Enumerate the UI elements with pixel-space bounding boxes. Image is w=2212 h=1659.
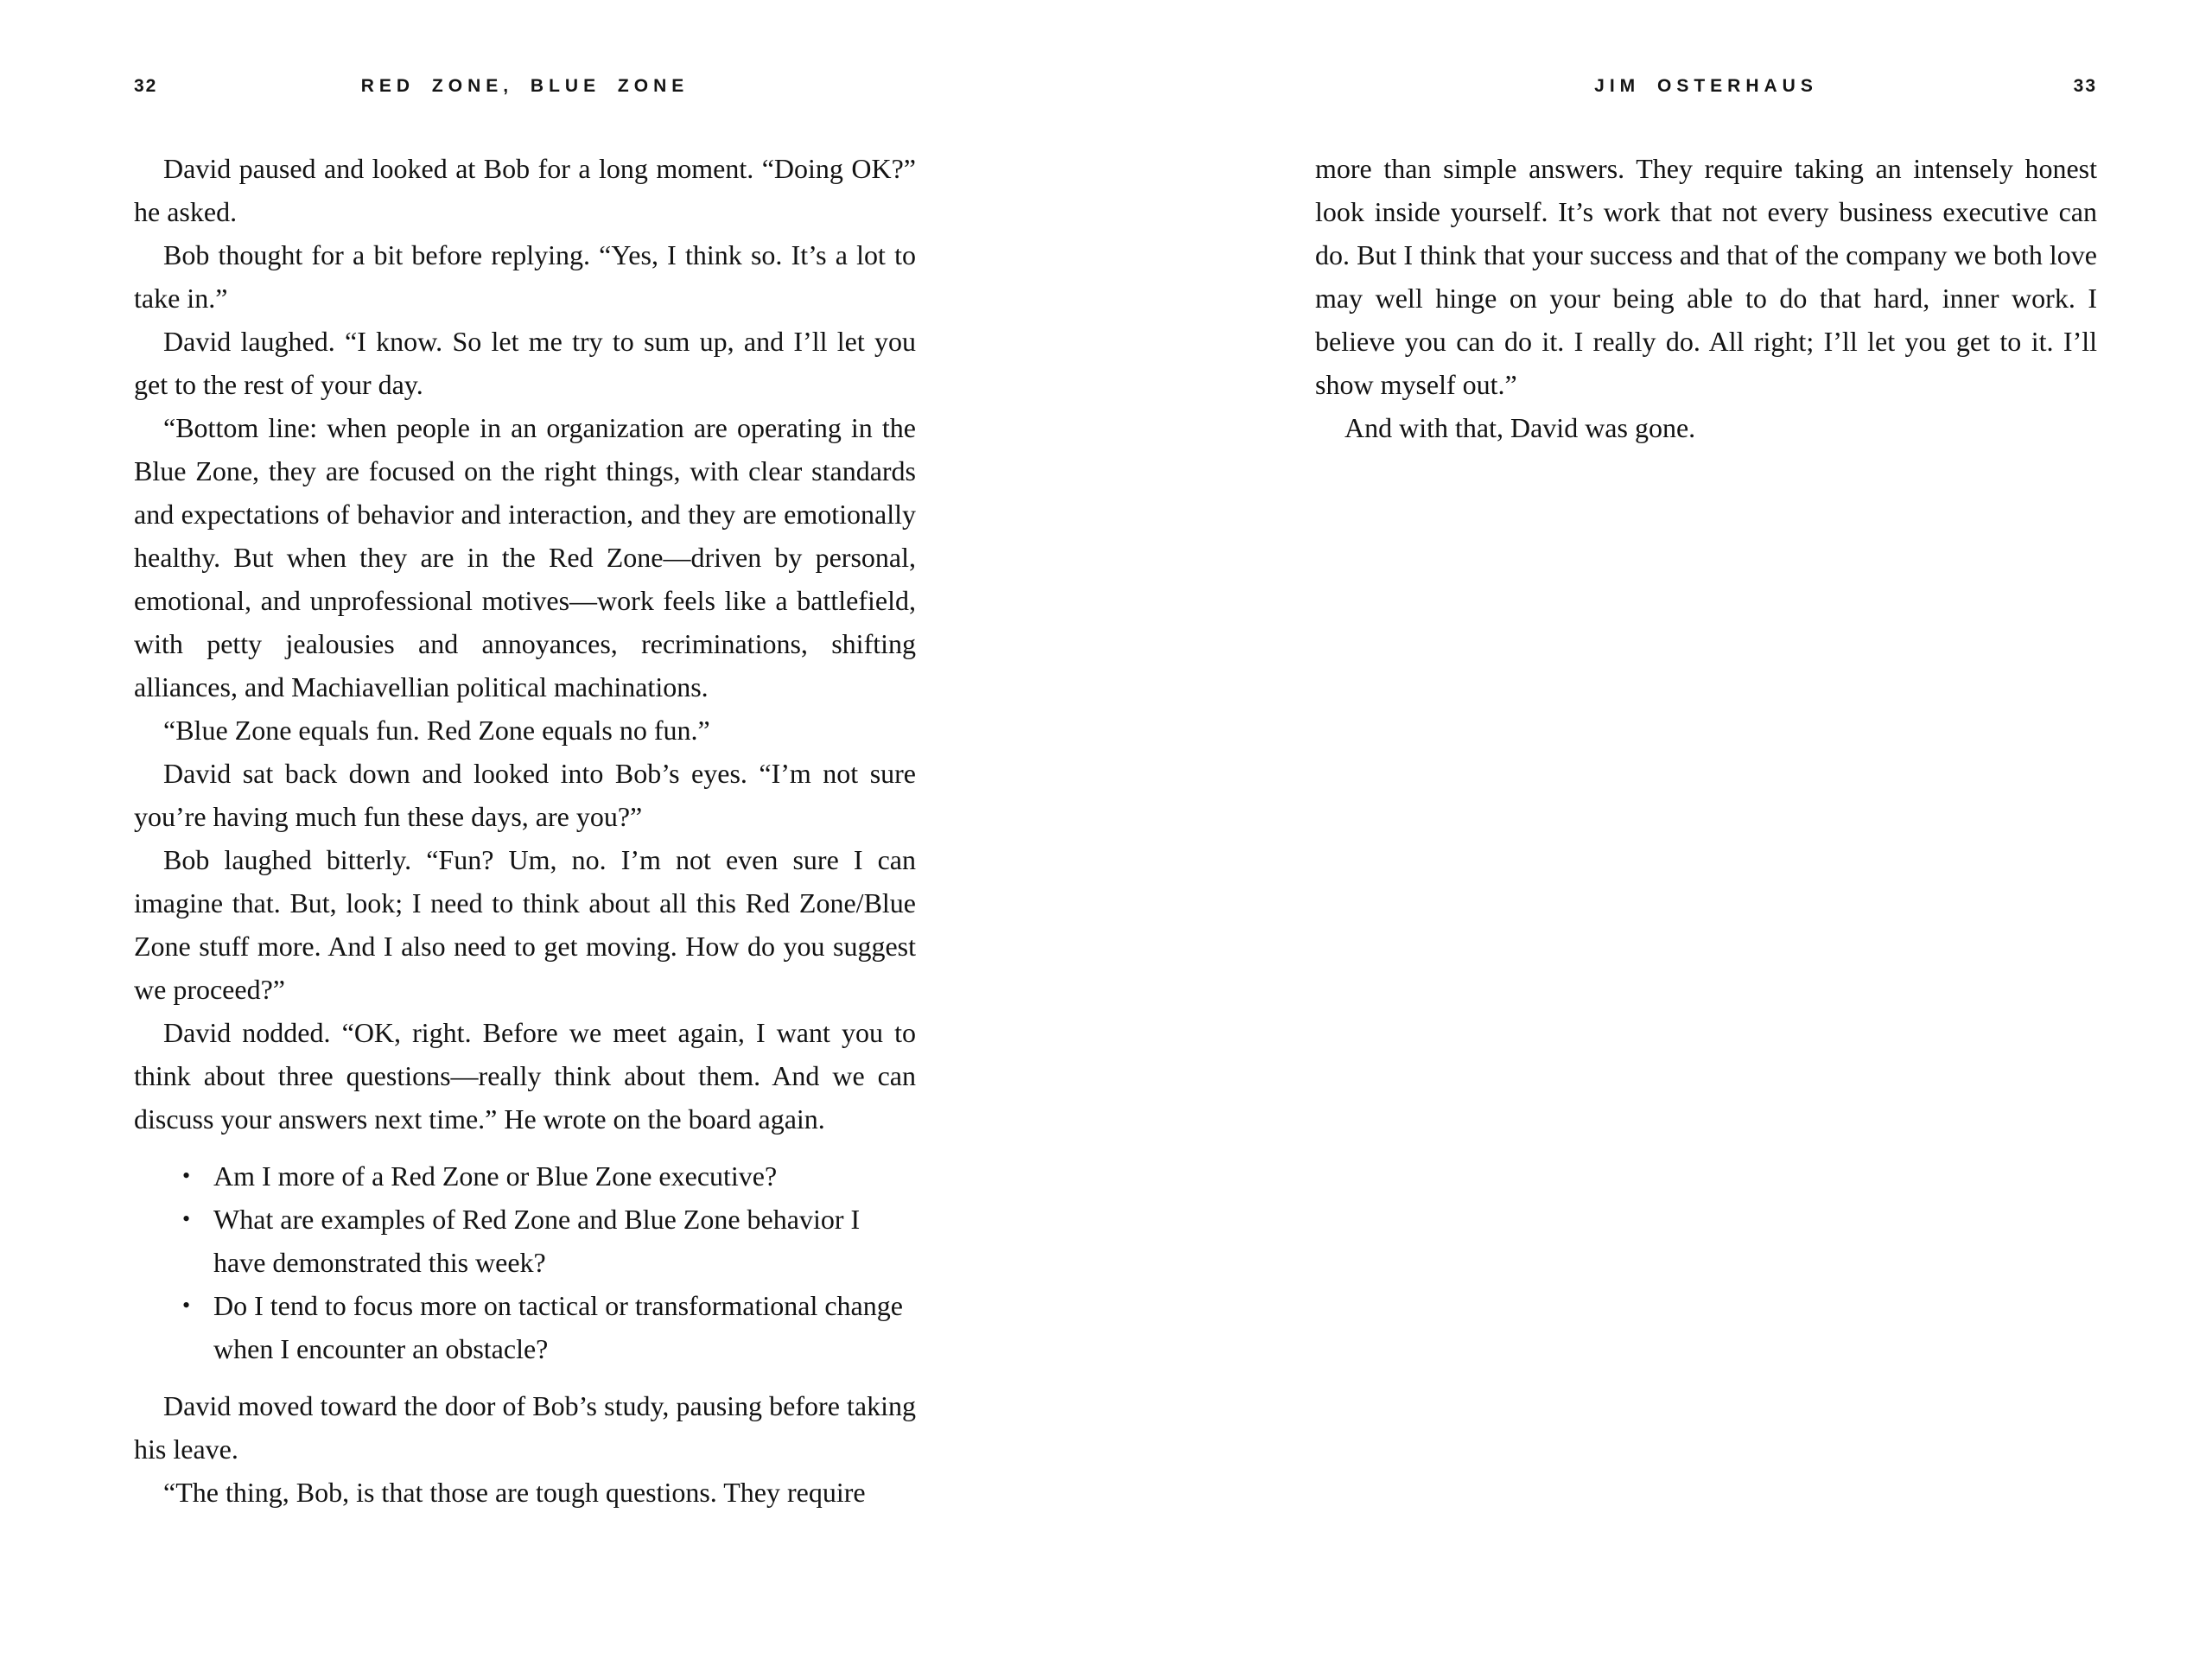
paragraph: David nodded. “OK, right. Before we meet again, I want you to think about three questions—really think about them. And we can discuss your answers next time.” He wrote on the board again. [134,1017,916,1135]
running-head-left [134,76,916,102]
list-item-text: Do I tend to focus more on tactical or transformational change when I encounter an obstacle? [213,1290,903,1364]
list-item-text: What are examples of Red Zone and Blue Zone behavior I have demonstrated this week? [213,1204,861,1278]
running-title-left: RED ZONE, BLUE ZONE [360,76,690,96]
list-item-text: Am I more of a Red Zone or Blue Zone executive? [213,1160,778,1192]
paragraph: David paused and looked at Bob for a long moment. “Doing OK?” he asked. [134,153,916,227]
page-number-left: 32 [134,76,158,96]
paragraph: “The thing, Bob, is that those are tough questions. They require [163,1477,866,1508]
bullet-icon: • [182,1206,191,1231]
body-text-left [134,147,916,1514]
paragraph: David moved toward the door of Bob’s study, pausing before taking his leave. [134,1390,916,1465]
page-number-right: 33 [2073,76,2097,96]
paragraph: Bob laughed bitterly. “Fun? Um, no. I’m not even sure I can imagine that. But, look; I need to think about all this Red Zone/Blue Zone stuff more. And I also need to get moving. How do you suggest we proceed?” [134,844,916,1005]
paragraph: “Bottom line: when people in an organization are operating in the Blue Zone, they are focused on the right things, with clear standards and expectations of behavior and interaction, and they are emotionally healthy. But when they are in the Red Zone—driven by personal, emotional, and unprofessional motives—work feels like a battlefield, with petty jealousies and annoyances, recriminations, shifting alliances, and Machiavellian political machinations. [134,412,916,702]
paragraph: And with that, David was gone. [1344,412,1696,443]
paragraph: Bob thought for a bit before replying. “Yes, I think so. It’s a lot to take in.” [134,239,916,314]
paragraph: “Blue Zone equals fun. Red Zone equals no fun.” [163,715,710,746]
paragraph: more than simple answers. They require taking an intensely honest look inside yourself. It’s work that not every business executive can do. But I think that your success and that of the company we both love may well hinge on your being able to do that hard, inner work. I believe you can do it. I really do. All right; I’ll let you get to it. I’ll show myself out.” [1315,153,2097,400]
page-right [1315,76,2097,449]
running-title-right: JIM OSTERHAUS [1594,76,1818,96]
list-item [182,1198,916,1284]
paragraph: David laughed. “I know. So let me try to sum up, and I’ll let you get to the rest of your day. [134,326,916,400]
list-item [182,1154,916,1198]
body-text-right [1315,147,2097,449]
running-head-right [1315,76,2097,102]
paragraph: David sat back down and looked into Bob’s eyes. “I’m not sure you’re having much fun these days, are you?” [134,758,916,832]
list-item [182,1284,916,1370]
page-left [134,76,916,1514]
bullet-list [134,1154,916,1370]
bullet-icon: • [182,1163,191,1188]
bullet-icon: • [182,1293,191,1318]
